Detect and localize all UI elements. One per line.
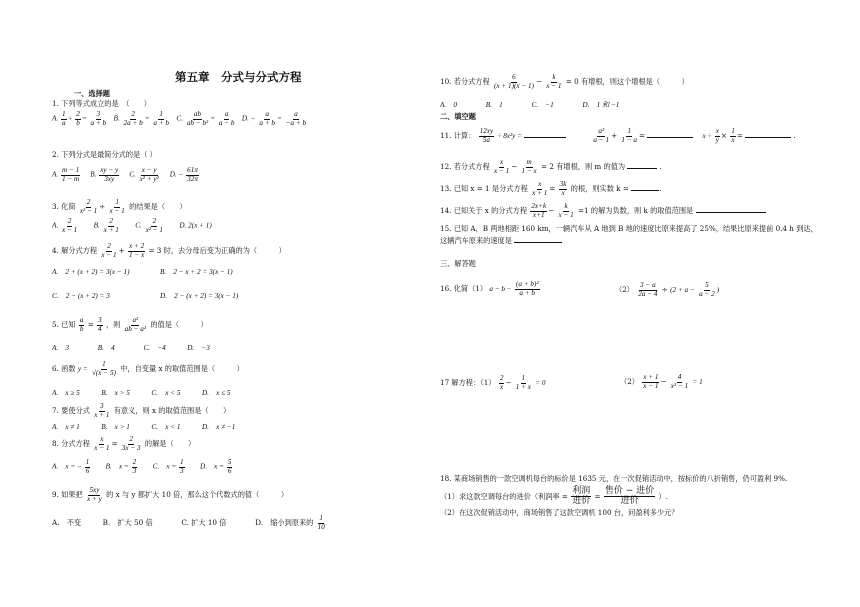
question-10-options: A. 0 B. 1 C. −1 D. 1 和 −1 bbox=[440, 101, 620, 109]
blank bbox=[524, 137, 566, 138]
page-title: 第五章 分式与分式方程 bbox=[175, 70, 302, 84]
question-11: 11. 计算： $\frac{12xy}{5a}$ ÷ 8x²y = $\frac{\text{a²}}{a - 1}$ + $\frac{1}{1 - a}$ = x ÷ $\frac{x}{y}$ × $\frac{1}{x}$ = . bbox=[440, 127, 796, 144]
question-3-options: A. $\frac{2}{x - 1}$ B. $\frac{2}{x + 1}$ C. $\frac{2}{\text{x² − 1}}$ D. 2(x + 1) bbox=[52, 217, 212, 234]
question-3: 3. 化简 $\frac{2}{\text{x² − 1}}$ ÷ $\frac{1}{x - 1}$ 的结果是（ ） bbox=[52, 198, 187, 215]
blank bbox=[631, 190, 659, 191]
question-15-line-2: 这辆汽车原来的速度是 bbox=[440, 237, 562, 245]
question-2: 2. 下列分式是最简分式的是（ ） bbox=[52, 150, 157, 159]
section-fill-heading: 二、填空题 bbox=[440, 112, 476, 121]
blank bbox=[647, 137, 693, 138]
question-4-option-d: D. 2 − (x + 2) = 3(x − 1) bbox=[160, 292, 239, 300]
question-18-line-2: （1）求这款空调每台的进价（利润率 = $\frac{\text{利润}}{\text{进价}}$ = $\frac{\text{售价 − 进价}}{\text{进价}}$ ）. bbox=[440, 486, 668, 507]
question-5: 5. 已知 $\frac{a}{b}$ = $\frac{3}{4}$ ，则 $\frac{\text{a²}}{\text{ab − a²}}$ 的值是（ ） bbox=[52, 316, 208, 333]
question-18-line-1: 18. 某商场销售的一款空调机每台的标价是 1635 元，在一次促销活动中，按标价的八折销售，仍可盈利 9%. bbox=[440, 474, 788, 483]
question-17: 17 解方程：（1） $\frac{2}{x}$ − $\frac{1}{1 + x}$ = 0 bbox=[440, 374, 546, 391]
section-choice-heading: 一、选择题 bbox=[74, 89, 110, 98]
question-8-options: A. x = − $\frac{1}{6}$ B. x = $\frac{2}{3}$ C. x = $\frac{1}{3}$ D. x = $\frac{5}{6}$ bbox=[52, 458, 232, 475]
blank bbox=[514, 242, 562, 243]
blank bbox=[745, 137, 791, 138]
blank bbox=[696, 212, 766, 213]
question-5-options: A. 3 B. 4 C. −4 D. −3 bbox=[52, 344, 210, 352]
question-13: 13. 已知 x = 1 是分式方程 $\frac{x}{x + 1}$ = $\frac{3k}{x}$ 的根，则实数 k = . bbox=[440, 180, 662, 197]
question-6-options: A. x ≥ 5 B. x > 5 C. x < 5 D. x ≤ 5 bbox=[52, 389, 231, 397]
question-4-option-c: C. 2 − (x + 2) = 3 bbox=[52, 292, 110, 300]
question-12: 12. 若分式方程 $\frac{x}{x - 1}$ − $\frac{m}{1 - x}$ = 2 有增根，则 m 的值为 . bbox=[440, 158, 662, 175]
question-6: 6. 函数 y = $\frac{1}{√(x - 5)}$ 中，自变量 x 的取值范围是（ ） bbox=[52, 360, 244, 377]
question-8: 8. 分式方程 $\frac{x}{x - 1}$ = $\frac{2}{3x - 3}$ 的解是（ ） bbox=[52, 435, 196, 452]
question-15-line-1: 15. 已知 A，B 两地相距 160 km，一辆汽车从 A 地到 B 地的速度比原来提高了 25%，结果比原来提前 0.4 h 到达， bbox=[440, 224, 818, 233]
question-18-line-3: （2）在这次促销活动中，商场销售了这款空调机 100 台，问盈利多少元？ bbox=[440, 508, 679, 517]
question-9-options: A. 不变 B. 扩大 50 倍 C. 扩大 10 倍 D. 缩小到原来的 $\frac{1}{10}$ bbox=[52, 514, 325, 531]
question-17-part-2: （2） $\frac{x + 1}{x - 1}$ − $\frac{4}{\text{x² − 1}}$ = 1 bbox=[620, 373, 703, 390]
question-4: 4. 解分式方程 $\frac{2}{x - 1}$ + $\frac{x + 2}{1 - x}$ = 3 时，去分母后变为正确的为（ ） bbox=[52, 242, 286, 259]
question-10: 10. 若分式方程 $\frac{6}{(x + 1)(x - 1)}$ − $\frac{k}{x - 1}$ = 0 有增根，则这个增根是（ ） bbox=[440, 73, 689, 90]
question-1-options: A. $\frac{1}{a}$ + $\frac{2}{b}$ = $\frac{3}{a + b}$ B. $\frac{2}{2a + b}$ = $\frac{1}{a + b}$ C. $\frac{ab}{\text{ab − b²}}$ = $\frac{a}{a - b}$ D. − $\frac{a}{a + b}$ = $\frac{a}{-a + b}$ bbox=[52, 110, 307, 127]
question-4-option-a: A. 2 + (x + 2) = 3(x − 1) bbox=[52, 268, 130, 276]
question-14: 14. 已知关于 x 的分式方程 $\frac{2x+k}{x+1}$ − $\frac{k}{x - 1}$ =1 的解为负数，则 k 的取值范围是 bbox=[440, 203, 766, 219]
section-answer-heading: 三、解答题 bbox=[440, 259, 476, 268]
question-2-options: A. $\frac{m - 1}{1 - m}$ B. $\frac{xy - y}{3xy}$ C. $\frac{x - y}{\text{x² + y²}}$ D. − $\frac{61\pi}{32\pi}$ bbox=[52, 166, 198, 183]
question-16-part-2: （2） $\frac{3 - a}{2a - 4}$ ÷ (2 + a − $\frac{5}{a - 2}$ ) bbox=[615, 281, 720, 298]
question-1: 1. 下列等式成立的是 （ ） bbox=[52, 99, 151, 108]
question-7: 7. 要使分式 $\frac{3}{x + 1}$ 有意义，则 x 的取值范围是（ ） bbox=[52, 402, 231, 419]
question-16: 16. 化简（1） a − b − $\frac{\text{(a + b)²}}{a + b}$ bbox=[440, 280, 539, 297]
question-9: 9. 如果把 $\frac{5xy}{x + y}$ 的 x 与 y 都扩大 10 倍，那么这个代数式的值（ ） bbox=[52, 486, 289, 503]
question-7-options: A. x ≠ 1 B. x > 1 C. x < 1 D. x ≠ −1 bbox=[52, 423, 236, 431]
question-4-option-b: B. 2 − x + 2 = 3(x − 1) bbox=[160, 268, 233, 276]
blank bbox=[627, 168, 657, 169]
